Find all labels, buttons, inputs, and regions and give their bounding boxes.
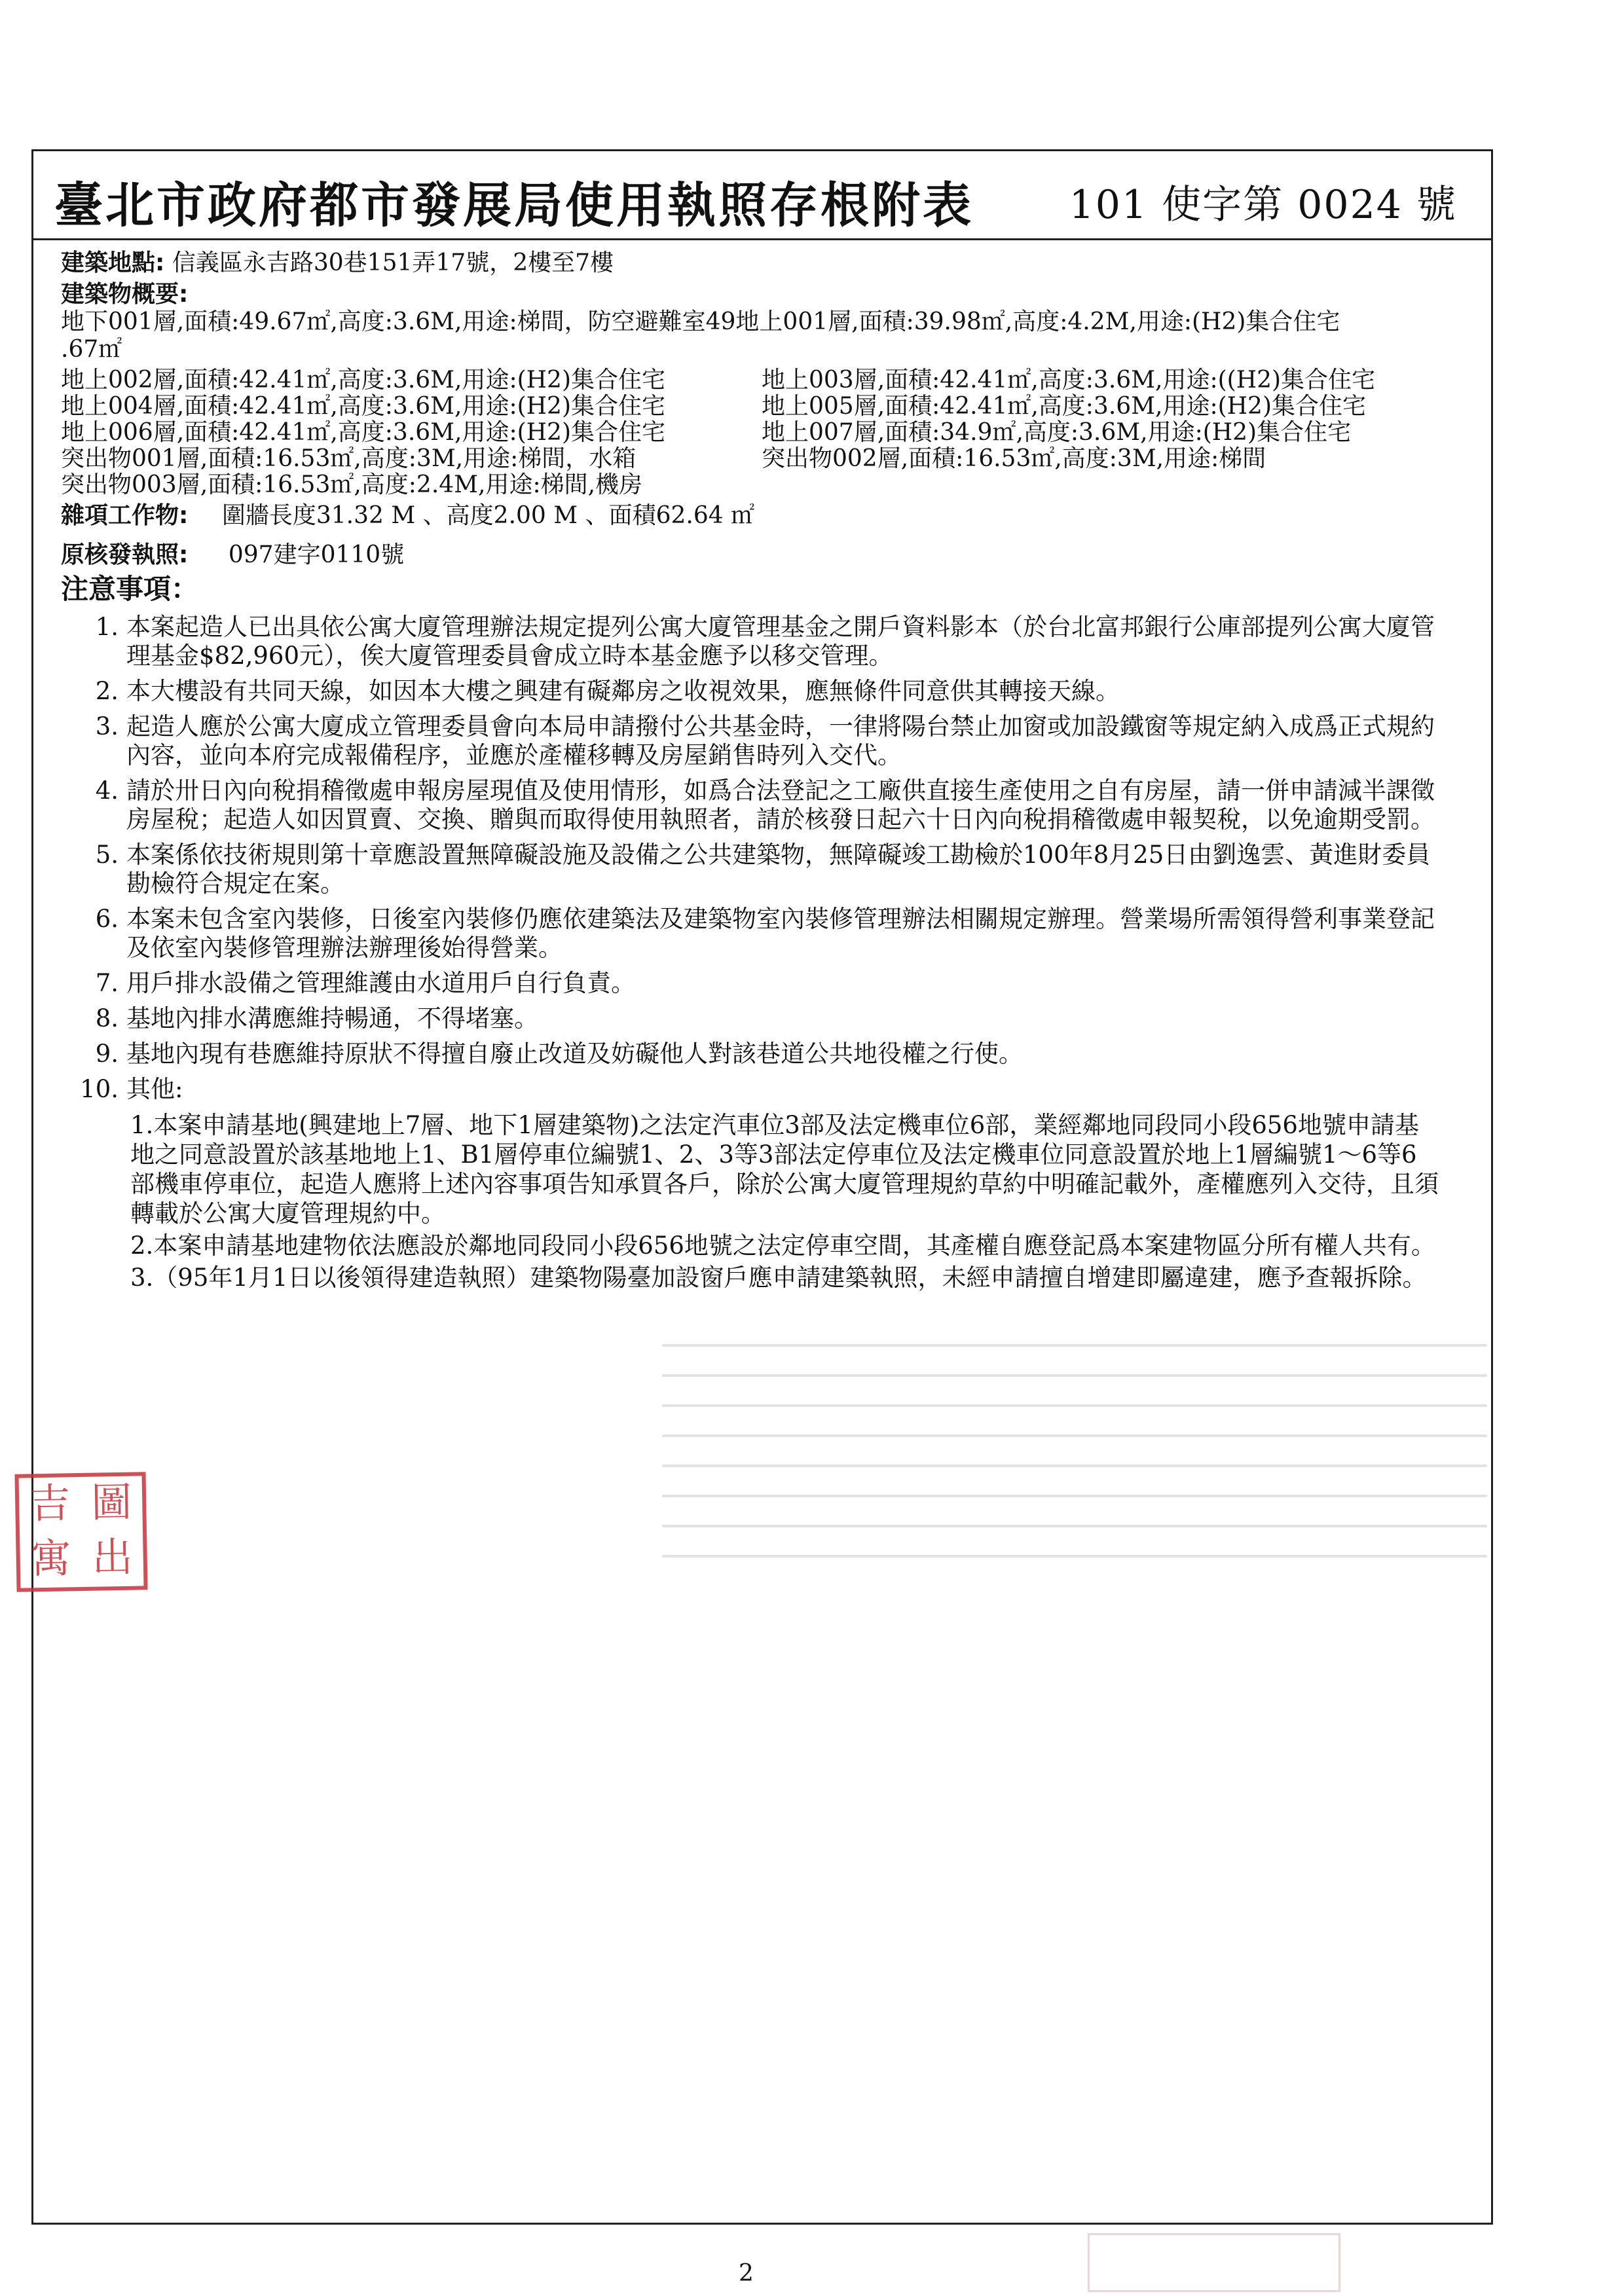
note-number: 5. — [95, 841, 119, 869]
note-number: 10. — [80, 1075, 119, 1103]
floor-item: 突出物001層,面積:16.53㎡,高度:3M,用途:梯間，水箱 — [61, 445, 637, 472]
seal-char: 出 — [92, 1533, 134, 1582]
note-item — [61, 969, 1469, 998]
floor-item: 地上005層,面積:42.41㎡,高度:3.6M,用途:(H2)集合住宅 — [762, 393, 1366, 420]
misc-works-label: 雜項工作物: — [61, 502, 189, 529]
note-number: 8. — [95, 1004, 119, 1032]
seal-char: 圖 — [90, 1478, 132, 1527]
note-number: 7. — [95, 969, 119, 997]
note-item — [61, 905, 1469, 962]
page-number: 2 — [739, 2260, 754, 2287]
note-number: 4. — [95, 776, 119, 805]
original-permit-label: 原核發執照: — [61, 541, 189, 568]
header-band — [33, 151, 1491, 240]
floor-grid — [61, 367, 1469, 498]
seal-char: 吉 — [29, 1479, 71, 1528]
note-item — [61, 1040, 1469, 1068]
note-text: 請於卅日內向稅捐稽徵處申報房屋現值及使用情形，如爲合法登記之工廠供直接生產使用之自有房屋，請一併申請減半課徵房屋稅；起造人如因買賣、交換、贈與而取得使用執照者，請於核發日起六十日內向稅捐稽徵處申報契稅，以免逾期受罰。 — [126, 776, 1435, 833]
basement-line-cont: .67㎡ — [61, 336, 122, 363]
notes-title-row — [61, 575, 1469, 605]
other-item: 2.本案申請基地建物依法應設於鄰地同段同小段656地號之法定停車空間，其產權自應登記爲本案建物區分所有權人共有。 — [130, 1231, 1435, 1260]
note-number: 9. — [95, 1040, 119, 1068]
document-frame — [31, 149, 1493, 2225]
floor-item: 地上004層,面積:42.41㎡,高度:3.6M,用途:(H2)集合住宅 — [61, 393, 665, 420]
document-title: 臺北市政府都市發展局使用執照存根附表 — [54, 177, 974, 234]
floor-item: 突出物002層,面積:16.53㎡,高度:3M,用途:梯間 — [762, 445, 1266, 472]
original-permit-row — [61, 541, 1469, 569]
floor-item: 地上007層,面積:34.9㎡,高度:3.6M,用途:(H2)集合住宅 — [762, 419, 1352, 446]
note-item — [61, 613, 1469, 670]
overview-label-row — [61, 281, 1469, 308]
note-text: 其他: — [126, 1075, 183, 1103]
note-item — [61, 1004, 1469, 1033]
note-item — [61, 712, 1469, 770]
other-item: 3.（95年1月1日以後領得建造執照）建築物陽臺加設窗戶應申請建築執照，未經申請擅自增建即屬違建，應予查報拆除。 — [130, 1264, 1427, 1292]
floor-item: 地上003層,面積:42.41㎡,高度:3.6M,用途:((H2)集合住宅 — [762, 367, 1376, 393]
faded-background-text — [662, 1317, 1487, 1585]
faded-stamp — [1088, 2233, 1340, 2292]
note-text: 起造人應於公寓大廈成立管理委員會向本局申請撥付公共基金時，一律將陽台禁止加窗或加設鐵窗等規定納入成爲正式規約內容，並向本府完成報備程序，並應於產權移轉及房屋銷售時列入交代。 — [126, 712, 1435, 769]
note-text: 本案係依技術規則第十章應設置無障礙設施及設備之公共建築物，無障礙竣工勘檢於100年8月25日由劉逸雲、黃進財委員勘檢符合規定在案。 — [126, 841, 1431, 898]
location-row — [61, 249, 1469, 277]
original-permit-value: 097建字0110號 — [228, 541, 405, 568]
other-item: 1.本案申請基地(興建地上7層、地下1層建築物)之法定汽車位3部及法定機車位6部，業經鄰地同段同小段656地號申請基地之同意設置於該基地地上1、B1層停車位編號1、2、3等3部法定停車位及法定機車位同意設置於地上1層編號1～6等6部機車停車位，起造人應將上述內容事項告知承買各戶，除於公寓大廈管理規約草約中明確記載外，產權應列入交待，且須轉載於公寓大廈管理規約中。 — [130, 1111, 1439, 1228]
note-item — [61, 677, 1469, 706]
permit-number: 101 使字第 0024 號 — [1069, 182, 1457, 228]
note-text: 基地內現有巷應維持原狀不得擅自廢止改道及妨礙他人對該巷道公共地役權之行使。 — [126, 1040, 1023, 1068]
content-area — [61, 249, 1469, 1295]
location-label: 建築地點: — [61, 249, 165, 276]
note-number: 1. — [95, 613, 119, 641]
seal-char: 寓 — [30, 1534, 72, 1583]
floor-item — [762, 472, 1462, 498]
note-item — [61, 841, 1469, 898]
floor-item: 突出物003層,面積:16.53㎡,高度:2.4M,用途:梯間,機房 — [61, 471, 643, 498]
note-item — [61, 1075, 1469, 1104]
red-seal — [14, 1472, 147, 1592]
floor-item: 地上006層,面積:42.41㎡,高度:3.6M,用途:(H2)集合住宅 — [61, 419, 665, 446]
location-value: 信義區永吉路30巷151弄17號，2樓至7樓 — [172, 249, 614, 276]
note-text: 本案未包含室內裝修，日後室內裝修仍應依建築法及建築物室內裝修管理辦法相關規定辦理。營業場所需領得營利事業登記及依室內裝修管理辦法辦理後始得營業。 — [126, 905, 1435, 962]
notes-title: 注意事項： — [61, 573, 199, 605]
note-number: 2. — [95, 677, 119, 705]
floor-item: 地上002層,面積:42.41㎡,高度:3.6M,用途:(H2)集合住宅 — [61, 367, 665, 393]
misc-works-value: 圍牆長度31.32 M 、高度2.00 M 、面積62.64 ㎡ — [221, 502, 755, 529]
basement-line: 地下001層,面積:49.67㎡,高度:3.6M,用途:梯間，防空避難室49地上001層,面積:39.98㎡,高度:4.2M,用途:(H2)集合住宅 — [61, 308, 1340, 335]
notes-list — [61, 613, 1469, 1104]
note-text: 本大樓設有共同天線，如因本大樓之興建有礙鄰房之收視效果，應無條件同意供其轉接天線。 — [126, 677, 1120, 705]
note-text: 基地內排水溝應維持暢通，不得堵塞。 — [126, 1004, 538, 1032]
misc-works-row — [61, 502, 1469, 530]
note-number: 3. — [95, 712, 119, 740]
note-text: 本案起造人已出具依公寓大廈管理辦法規定提列公寓大廈管理基金之開戶資料影本（於台北富邦銀行公庫部提列公寓大廈管理基金$82,960元），俟大廈管理委員會成立時本基金應予以移交管理。 — [126, 613, 1435, 670]
overview-label: 建築物概要: — [61, 281, 189, 308]
note-number: 6. — [95, 905, 119, 933]
note-item — [61, 776, 1469, 834]
note-text: 用戶排水設備之管理維護由水道用戶自行負責。 — [126, 969, 635, 997]
